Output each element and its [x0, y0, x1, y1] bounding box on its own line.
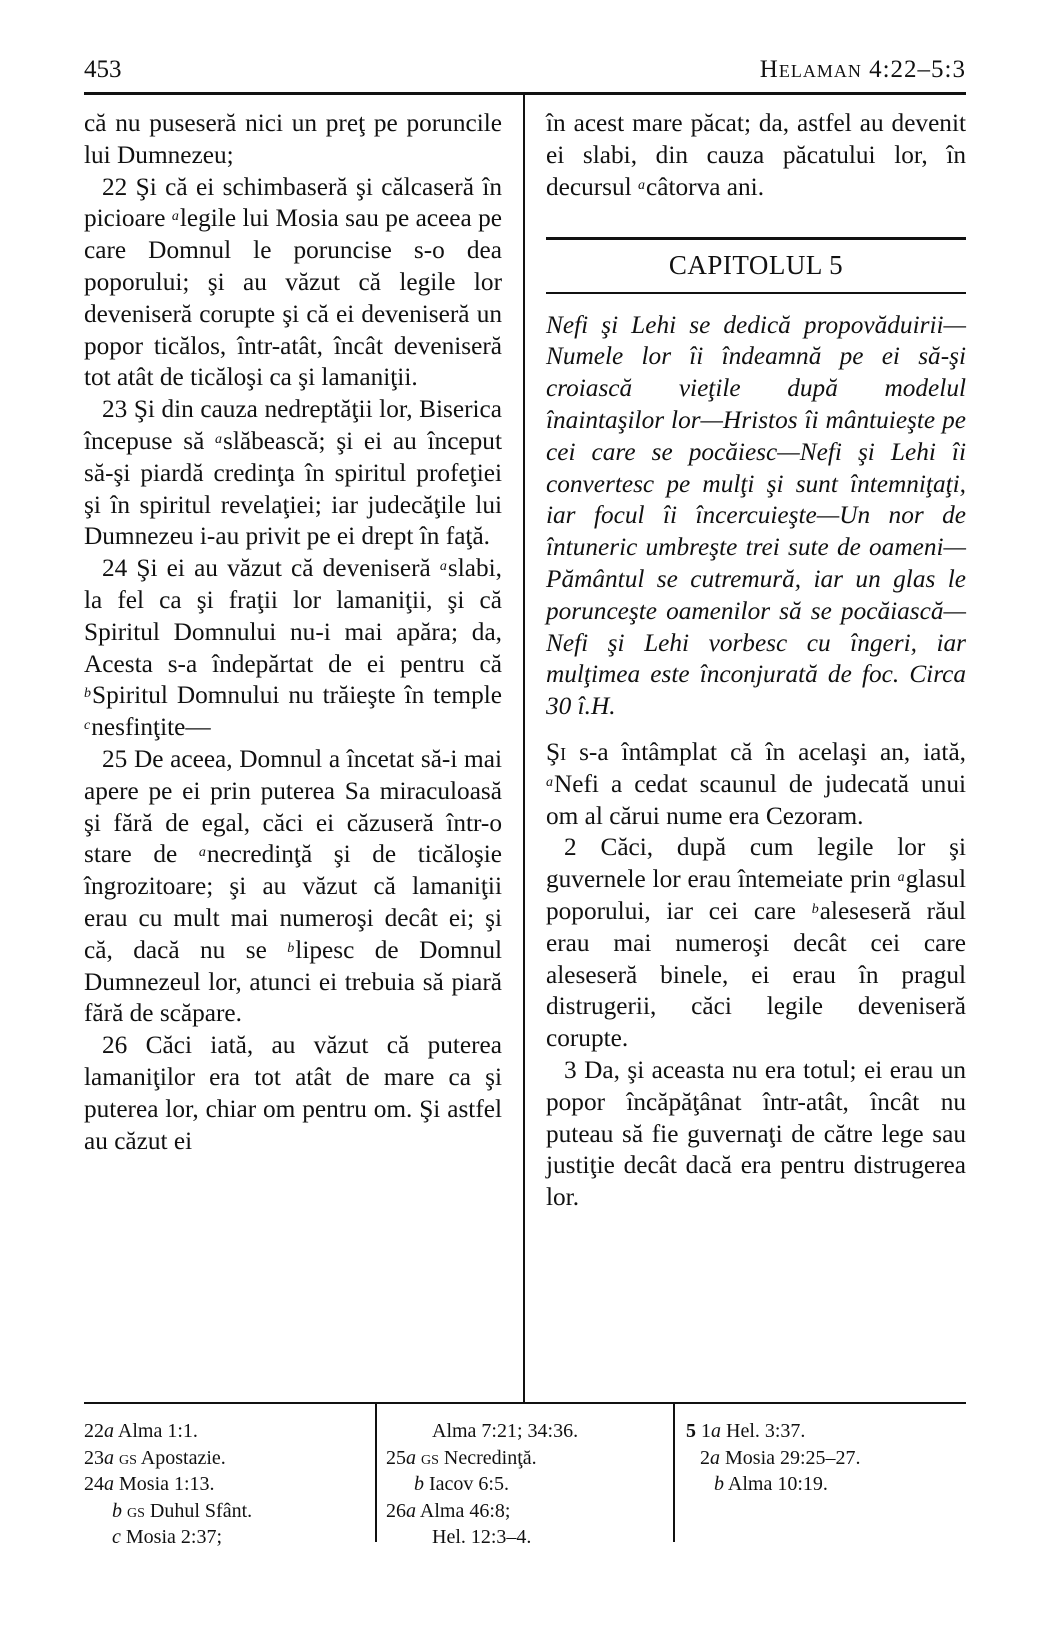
running-title: Helaman 4:22–5:3	[759, 56, 966, 83]
header-rule	[84, 92, 966, 95]
footnote-entry[interactable]: 5 1a Hel. 3:37.	[686, 1420, 806, 1442]
page-header	[84, 56, 966, 92]
footnote-marker[interactable]: b	[287, 940, 295, 956]
footnote-entry[interactable]: Alma 7:21; 34:36.	[432, 1420, 579, 1442]
footnote-column-separator	[673, 1404, 675, 1542]
verse-21-continuation: că nu puseseră nici un preţ pe poruncile lui Dumnezeu;	[84, 109, 502, 169]
verse-3: 3 Da, şi aceasta nu era totul; ei erau un popor încăpăţânat într-atât, încât nu puteau să fie guvernaţi de către lege sau justiţie decât dacă era pentru distrugerea lor.	[546, 1056, 966, 1212]
footnotes-column-1	[84, 1418, 369, 1551]
page-number: 453	[84, 56, 122, 83]
verse-23: 23 Şi din cauza nedreptăţii lor, Biserica începuse să $^a$slăbească; şi ei au început să-şi piardă credinţa în spiritul profeţiei şi în spiritul revelaţiei; iar judecăţile lui Dumnezeu i-au privit pe ei drept în faţă.	[84, 395, 502, 551]
verse-26-continuation: în acest mare păcat; da, astfel au devenit ei slabi, din cauza păcatului lor, în decursul $^a$câtorva ani.	[546, 109, 966, 201]
footnote-entry[interactable]: c Mosia 2:37;	[112, 1526, 223, 1548]
footnote-entry[interactable]: 24a Mosia 1:13.	[84, 1473, 215, 1495]
footnote-entry[interactable]: 26a Alma 46:8;	[386, 1499, 511, 1522]
footnote-entry[interactable]: b Alma 10:19.	[714, 1473, 828, 1495]
footnote-entry[interactable]: Hel. 12:3–4.	[432, 1526, 532, 1548]
footnote-marker[interactable]: a	[638, 177, 646, 193]
verse-22: 22 Şi că ei schimbaseră şi călcaseră în picioare $^a$legile lui Mosia sau pe aceea pe care Domnul le poruncise s-o dea poporului; şi au văzut că legile lor deveniseră corupte şi că ei deveniseră un popor ticălos, într-atât, încât deveniseră tot atât de ticăloşi ca şi lamaniţii.	[84, 172, 502, 392]
footnote-rule	[84, 1402, 966, 1404]
left-column	[84, 108, 502, 1157]
footnote-entry[interactable]: 22a Alma 1:1.	[84, 1420, 198, 1442]
footnote-entry[interactable]: b Iacov 6:5.	[414, 1473, 509, 1495]
footnote-entry[interactable]: 2a Mosia 29:25–27.	[700, 1446, 861, 1469]
footnote-entry[interactable]: 25a gs Necredinţă.	[386, 1446, 537, 1469]
footnote-column-separator	[375, 1404, 377, 1542]
verse-1: Şi s-a întâmplat că în acelaşi an, iată, $^a$Nefi a cedat scaunul de judecată unui om al cărui nume era Cezoram.	[546, 738, 966, 830]
footnote-marker[interactable]: c	[84, 718, 91, 734]
footnote-marker[interactable]: a	[897, 870, 905, 886]
footnotes-column-3	[686, 1418, 966, 1498]
chapter-rule-bottom	[546, 292, 966, 294]
right-column	[546, 108, 966, 1214]
verse-24: 24 Şi ei au văzut că deveniseră $^a$slabi, la fel ca şi fraţii lor lamaniţii, şi că Spiritul Domnului nu-i mai apăra; da, Acesta s-a îndepărtat de ei pentru că $^b$Spiritul Domnului nu trăieşte în temple $^c$nesfinţite—	[84, 554, 502, 742]
footnote-marker[interactable]: a	[439, 559, 447, 575]
footnote-marker[interactable]: b	[811, 902, 819, 918]
column-separator	[523, 95, 525, 1403]
footnote-marker[interactable]: a	[215, 431, 223, 447]
footnote-marker[interactable]: a	[198, 845, 206, 861]
footnote-entry[interactable]: b gs Duhul Sfânt.	[112, 1499, 253, 1522]
verse-26: 26 Căci iată, au văzut că puterea lamaniţilor era tot atât de mare ca şi puterea lor, chiar om pentru om. Şi astfel au căzut ei	[84, 1031, 502, 1155]
footnotes-column-2	[386, 1418, 671, 1551]
verse-25: 25 De aceea, Domnul a încetat să-i mai apere pe ei prin puterea Sa miraculoasă şi fără de egal, căci ei căzuseră într-o stare de $^a$necredinţă şi de ticăloşie îngrozitoare; şi au văzut că lamaniţii erau cu mult mai numeroşi decât ei; şi că, dacă nu se $^b$lipesc de Domnul Dumnezeul lor, atunci ei trebuia să piară fără de scăpare.	[84, 744, 503, 1028]
chapter-rule-top	[546, 237, 966, 240]
footnote-marker[interactable]: a	[546, 774, 553, 790]
verse-2: 2 Căci, după cum legile lor şi guvernele lor erau întemeiate prin $^a$glasul poporului, iar cei care $^b$aleseseră răul erau mai numeroşi decât cei care aleseseră binele, ei erau în pragul distrugerii, căci legile deveniseră corupte.	[546, 833, 966, 1053]
footnote-entry[interactable]: 23a gs Apostazie.	[84, 1446, 226, 1469]
chapter-summary: Nefi şi Lehi se dedică propovăduirii—Numele lor îi îndeamnă pe ei să-şi croiască vieţile după modelul înaintaşilor lor—Hristos îi mântuieşte pe cei care se pocăiesc—Nefi şi Lehi îi convertesc pe mulţi şi sunt întemniţaţi, iar focul îi încercuieşte—Un nor de întuneric umbreşte trei sute de oameni—Pământul se cutremură, iar un glas le porunceşte oamenilor să se pocăiască—Nefi şi Lehi vorbesc cu îngeri, iar mulţimea este înconjurată de foc. Circa 30 î.H.	[546, 310, 966, 721]
footnote-marker[interactable]: a	[171, 209, 179, 225]
chapter-heading: CAPITOLUL 5	[668, 250, 844, 281]
footnote-marker[interactable]: b	[84, 686, 91, 702]
